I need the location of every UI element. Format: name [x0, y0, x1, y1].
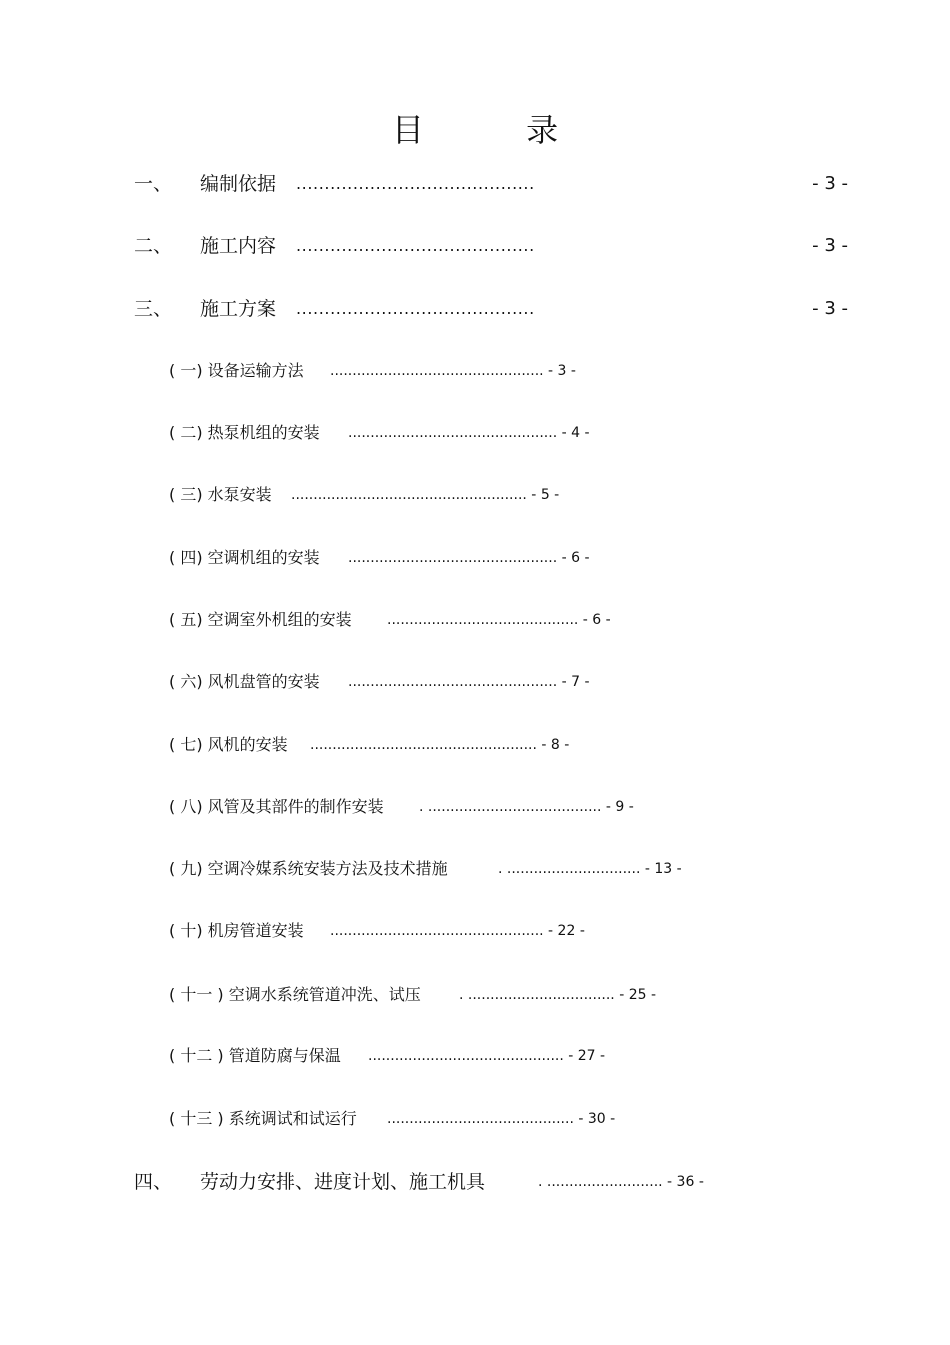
toc-subentry-6[interactable] — [0, 667, 950, 697]
toc-subentry-text: ( 一) 设备运输方法 — [169, 361, 304, 380]
toc-entry-page: - 3 - — [812, 235, 848, 256]
toc-subentry-text: ( 五) 空调室外机组的安装 — [169, 610, 352, 629]
toc-subentry-leader: ..................................................... - 5 - — [291, 487, 560, 503]
toc-entry-leader: .......................................... — [296, 236, 535, 255]
toc-entry-leader: .......................................... — [296, 299, 535, 318]
toc-subentry-text: ( 三) 水泵安装 — [169, 485, 272, 504]
toc-subentry-text: ( 九) 空调冷媒系统安装方法及技术措施 — [169, 859, 448, 878]
toc-subentry-leader: ................................................ - 22 - — [330, 923, 585, 939]
toc-title: 目 录 — [391, 111, 605, 149]
toc-entry-leader: .......................................... — [296, 174, 535, 193]
toc-entry-text: 施工方案 — [200, 298, 277, 320]
toc-entry-text: 劳动力安排、进度计划、施工机具 — [200, 1171, 486, 1193]
toc-entry-page: - 3 - — [812, 298, 848, 319]
toc-subentry-leader: ................................................ - 3 - — [330, 363, 576, 379]
toc-entry-3[interactable] — [0, 294, 950, 324]
toc-entry-leader: . .......................... - 36 - — [538, 1174, 704, 1190]
toc-entry-text: 施工内容 — [200, 235, 277, 257]
toc-subentry-leader: . .............................. - 13 - — [498, 861, 682, 877]
toc-entry-2[interactable] — [0, 231, 950, 261]
toc-subentry-text: ( 四) 空调机组的安装 — [169, 548, 320, 567]
toc-subentry-leader: ........................................... - 6 - — [387, 612, 611, 628]
toc-subentry-leader: ............................................ - 27 - — [368, 1048, 606, 1064]
toc-subentry-13[interactable] — [0, 1104, 950, 1134]
toc-subentry-7[interactable] — [0, 730, 950, 760]
toc-subentry-leader: . ....................................... - 9 - — [419, 799, 634, 815]
toc-subentry-text: ( 十) 机房管道安装 — [169, 921, 304, 940]
toc-subentry-5[interactable] — [0, 605, 950, 635]
toc-entry-number: 一、 — [134, 173, 173, 195]
toc-subentry-10[interactable] — [0, 916, 950, 946]
toc-subentry-2[interactable] — [0, 418, 950, 448]
toc-subentry-leader: ............................................... - 4 - — [348, 425, 590, 441]
toc-subentry-1[interactable] — [0, 356, 950, 386]
toc-subentry-text: ( 八) 风管及其部件的制作安装 — [169, 797, 384, 816]
toc-subentry-8[interactable] — [0, 792, 950, 822]
toc-entry-4[interactable] — [0, 1167, 950, 1197]
toc-subentry-leader: ................................................... - 8 - — [310, 737, 570, 753]
toc-subentry-3[interactable] — [0, 480, 950, 510]
toc-entry-page: - 3 - — [812, 173, 848, 194]
toc-subentry-4[interactable] — [0, 543, 950, 573]
toc-subentry-11[interactable] — [0, 980, 950, 1010]
toc-subentry-leader: .......................................... - 30 - — [387, 1111, 616, 1127]
toc-subentry-text: ( 六) 风机盘管的安装 — [169, 672, 320, 691]
toc-subentry-text: ( 十一 ) 空调水系统管道冲洗、试压 — [169, 985, 421, 1004]
toc-entry-number: 三、 — [134, 298, 173, 320]
toc-subentry-9[interactable] — [0, 854, 950, 884]
toc-subentry-12[interactable] — [0, 1041, 950, 1071]
toc-subentry-leader: . ................................. - 25 - — [459, 987, 657, 1003]
toc-subentry-leader: ............................................... - 6 - — [348, 550, 590, 566]
toc-entry-number: 四、 — [134, 1171, 173, 1193]
toc-entry-number: 二、 — [134, 235, 173, 257]
toc-entry-text: 编制依据 — [200, 173, 277, 195]
toc-subentry-text: ( 二) 热泵机组的安装 — [169, 423, 320, 442]
toc-subentry-text: ( 十二 ) 管道防腐与保温 — [169, 1046, 341, 1065]
toc-subentry-text: ( 十三 ) 系统调试和试运行 — [169, 1109, 357, 1128]
toc-entry-1[interactable] — [0, 169, 950, 199]
toc-subentry-text: ( 七) 风机的安装 — [169, 735, 288, 754]
toc-subentry-leader: ............................................... - 7 - — [348, 674, 590, 690]
